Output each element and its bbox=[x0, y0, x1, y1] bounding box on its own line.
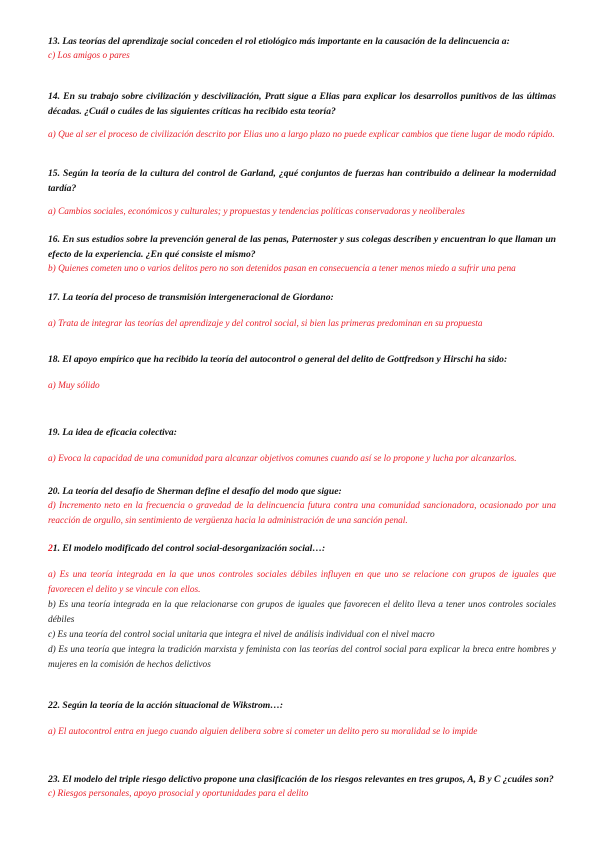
answer-option-d: d) Es una teoría que integra la tradición marxista y feminista con las teorías del control social para explicar la breca entre hombres y mujeres en la comisión de hechos delictivos bbox=[48, 645, 556, 670]
question-23 bbox=[48, 772, 556, 802]
answer-text: a) Que al ser el proceso de civilización descrito por Elias uno a largo plazo no puede explicar cambios que tiene lugar de modo rápido. bbox=[48, 130, 555, 140]
question-text: 21. El modelo modificado del control social-desorganización social…: bbox=[48, 543, 326, 554]
question-19 bbox=[48, 425, 556, 467]
answer-option-b: b) Es una teoría integrada en la que relacionarse con grupos de iguales que favorecen el delito lleva a tener unos controles sociales débiles bbox=[48, 600, 556, 625]
question-text: 23. El modelo del triple riesgo delictivo propone una clasificación de los riesgos relevantes en tres grupos, A, B y C ¿cuáles son? bbox=[48, 774, 554, 785]
answer-text: c) Los amigos o pares bbox=[48, 51, 130, 61]
answer-text: a) Muy sólido bbox=[48, 381, 100, 391]
question-16 bbox=[48, 232, 556, 277]
answer-text: a) Trata de integrar las teorías del aprendizaje y del control social, si bien las primeras predominan en su propuesta bbox=[48, 319, 483, 329]
answer-text: d) Incremento neto en la frecuencia o gravedad de la delincuencia futura contra una comunidad sancionadora, ocasionado por una reacción de orgullo, sin sentimiento de vergüenza hacia la administración de una sanción penal. bbox=[48, 501, 556, 526]
question-text: 13. Las teorías del aprendizaje social conceden el rol etiológico más importante en la causación de la delincuencia a: bbox=[48, 36, 510, 47]
question-text: 19. La idea de eficacia colectiva: bbox=[48, 427, 177, 438]
answer-text: a) Evoca la capacidad de una comunidad para alcanzar objetivos comunes cuando así se lo propone y lucha por alcanzarlos. bbox=[48, 454, 517, 464]
question-text: 22. Según la teoría de la acción situacional de Wikstrom…: bbox=[48, 700, 284, 711]
question-text: 18. El apoyo empírico que ha recibido la teoría del autocontrol o general del delito de Gottfredson y Hirschi ha sido: bbox=[48, 354, 508, 365]
question-15 bbox=[48, 166, 556, 220]
question-text: 15. Según la teoría de la cultura del control de Garland, ¿qué conjuntos de fuerzas han contribuido a delinear la modernidad tardía? bbox=[48, 168, 556, 194]
question-18 bbox=[48, 352, 556, 394]
question-text: 20. La teoría del desafío de Sherman define el desafío del modo que sigue: bbox=[48, 486, 342, 497]
question-text: 17. La teoría del proceso de transmisión intergeneracional de Giordano: bbox=[48, 292, 334, 303]
answer-text: a) El autocontrol entra en juego cuando alguien delibera sobre si cometer un delito pero su moralidad se lo impide bbox=[48, 727, 478, 737]
question-13 bbox=[48, 34, 556, 64]
question-21 bbox=[48, 541, 556, 673]
question-number-prefix: 2 bbox=[48, 543, 53, 554]
answer-text: b) Quienes cometen uno o varios delitos pero no son detenidos pasan en consecuencia a tener menos miedo a sufrir una pena bbox=[48, 264, 516, 274]
question-14 bbox=[48, 89, 556, 143]
question-text: 14. En su trabajo sobre civilización y descivilización, Pratt sigue a Elias para explicar los desarrollos punitivos de las últimas décadas. ¿Cuál o cuáles de las siguientes críticas ha recibido esta teoría? bbox=[48, 91, 556, 117]
question-17 bbox=[48, 290, 556, 332]
question-20 bbox=[48, 484, 556, 529]
answer-option-a: a) Es una teoría integrada en la que unos controles sociales débiles influyen en que uno se relacione con grupos de iguales que favorecen el delito y se vincule con ellos. bbox=[48, 570, 556, 595]
answer-text: a) Cambios sociales, económicos y culturales; y propuestas y tendencias políticas conservadoras y neoliberales bbox=[48, 207, 465, 217]
question-text: 16. En sus estudios sobre la prevención general de las penas, Paternoster y sus colegas describen y encuentran lo que llaman un efecto de la experiencia. ¿En qué consiste el mismo? bbox=[48, 234, 556, 260]
question-22 bbox=[48, 698, 556, 740]
answer-option-c: c) Es una teoría del control social unitaria que integra el nivel de análisis individual con el nivel macro bbox=[48, 630, 435, 640]
answer-text: c) Riesgos personales, apoyo prosocial y oportunidades para el delito bbox=[48, 789, 309, 799]
